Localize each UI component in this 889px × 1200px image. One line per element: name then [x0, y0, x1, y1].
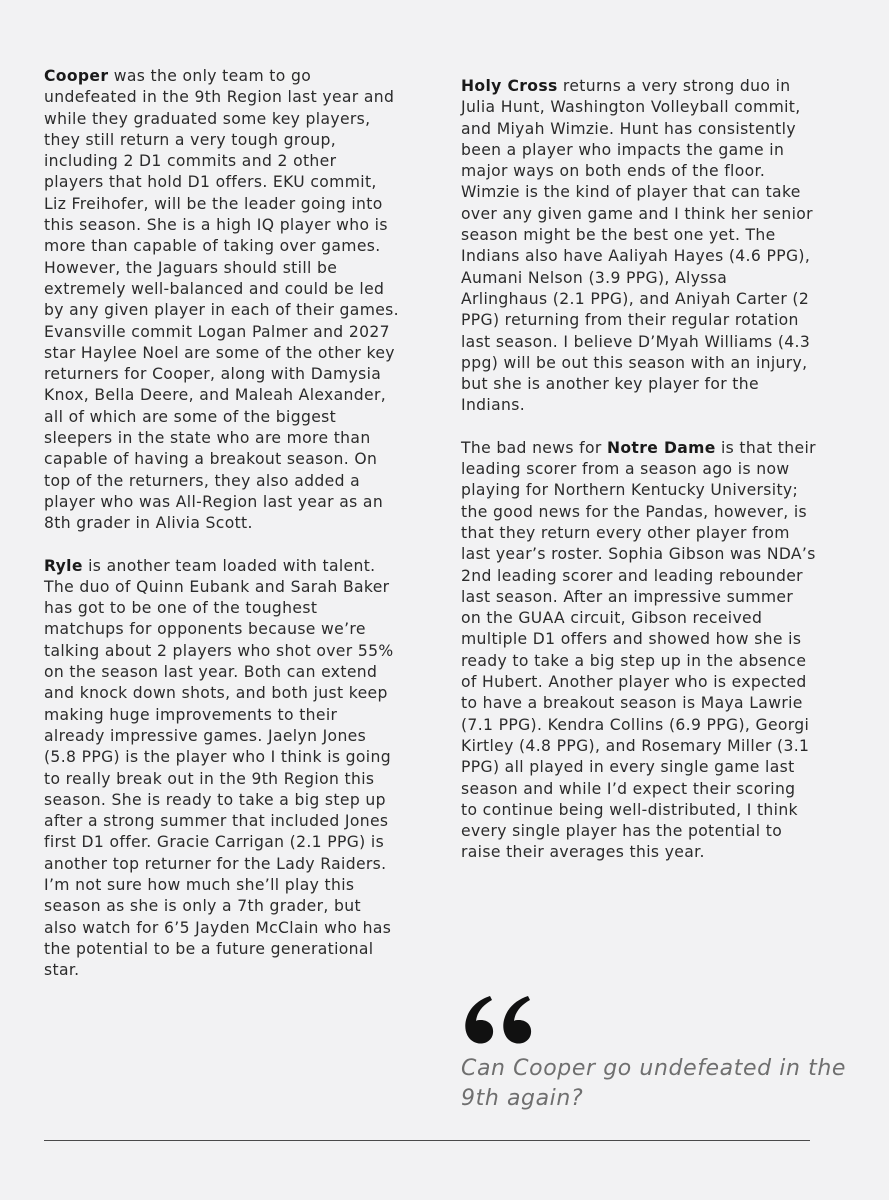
- pull-quote: Can Cooper go undefeated in the 9th again?: [461, 1056, 847, 1111]
- team-name-holy-cross: Holy Cross: [461, 77, 558, 95]
- cooper-paragraph: [44, 66, 399, 535]
- ryle-paragraph-text: is another team loaded with talent. The duo of Quinn Eubank and Sarah Baker has got to be one of the toughest matchups for opponents because we’re talking about 2 players who shot over 55% on the season last year. Both can extend and knock down shots, and both just keep making huge improvements to their already impressive games. Jaelyn Jones (5.8 PPG) is the player who I think is going to really break out in the 9th Region this season. She is ready to take a big step up after a strong summer that included Jones first D1 offer. Gracie Carrigan (2.1 PPG) is another top returner for the Lady Raiders. I’m not sure how much she’ll play this season as she is only a 7th grader, but also watch for 6’5 Jayden McClain who has the potential to be a future generational star.: [44, 556, 394, 980]
- notre-dame-paragraph-text: is that their leading scorer from a season ago is now playing for Northern Kentucky University; the good news for the Pandas, however, is that they return every other player from last year’s roster. Sophia Gibson was NDA’s 2nd leading scorer and leading rebounder last season. After an impressive summer on the GUAA circuit, Gibson received multiple D1 offers and showed how she is ready to take a big step up in the absence of Hubert. Another player who is expected to have a breakout season is Maya Lawrie (7.1 PPG). Kendra Collins (6.9 PPG), Georgi Kirtley (4.8 PPG), and Rosemary Miller (3.1 PPG) all played in every single game last season and while I’d expect their scoring to continue being well-distributed, I think every single player has the potential to raise their averages this year.: [461, 438, 816, 862]
- ryle-paragraph: [44, 556, 399, 982]
- holy-cross-paragraph: [461, 76, 816, 417]
- right-column: [461, 76, 816, 864]
- left-column: [44, 66, 399, 981]
- cooper-paragraph-text: was the only team to go undefeated in the 9th Region last year and while they graduated some key players, they still return a very tough group, including 2 D1 commits and 2 other players that hold D1 offers. EKU commit, Liz Freihofer, will be the leader going into this season. She is a high IQ player who is more than capable of taking over games. However, the Jaguars should still be extremely well-balanced and could be led by any given player in each of their games. Evansville commit Logan Palmer and 2027 star Haylee Noel are some of the other key returners for Cooper, along with Damysia Knox, Bella Deere, and Maleah Alexander, all of which are some of the biggest sleepers in the state who are more than capable of having a breakout season. On top of the returners, they also added a player who was All-Region last year as an 8th grader in Alivia Scott.: [44, 67, 399, 533]
- notre-dame-intro: The bad news for: [461, 438, 607, 457]
- notre-dame-paragraph: [461, 438, 816, 864]
- bottom-divider: [44, 1140, 810, 1141]
- team-name-cooper: Cooper: [44, 67, 109, 85]
- quote-mark-icon: [460, 990, 534, 1048]
- team-name-ryle: Ryle: [44, 556, 83, 575]
- team-name-notre-dame: Notre Dame: [606, 438, 716, 457]
- holy-cross-paragraph-text: returns a very strong duo in Julia Hunt, Washington Volleyball commit, and Miyah Wimzie. Hunt has consistently been a player who impacts the game in major ways on both ends of the floor. Wimzie is the kind of player that can take over any given game and I think her senior season might be the best one yet. The Indians also have Aaliyah Hayes (4.6 PPG), Aumani Nelson (3.9 PPG), Alyssa Arlinghaus (2.1 PPG), and Aniyah Carter (2 PPG) returning from their regular rotation last season. I believe D’Myah Williams (4.3 ppg) will be out this season with an injury, but she is another key player for the Indians.: [461, 77, 813, 415]
